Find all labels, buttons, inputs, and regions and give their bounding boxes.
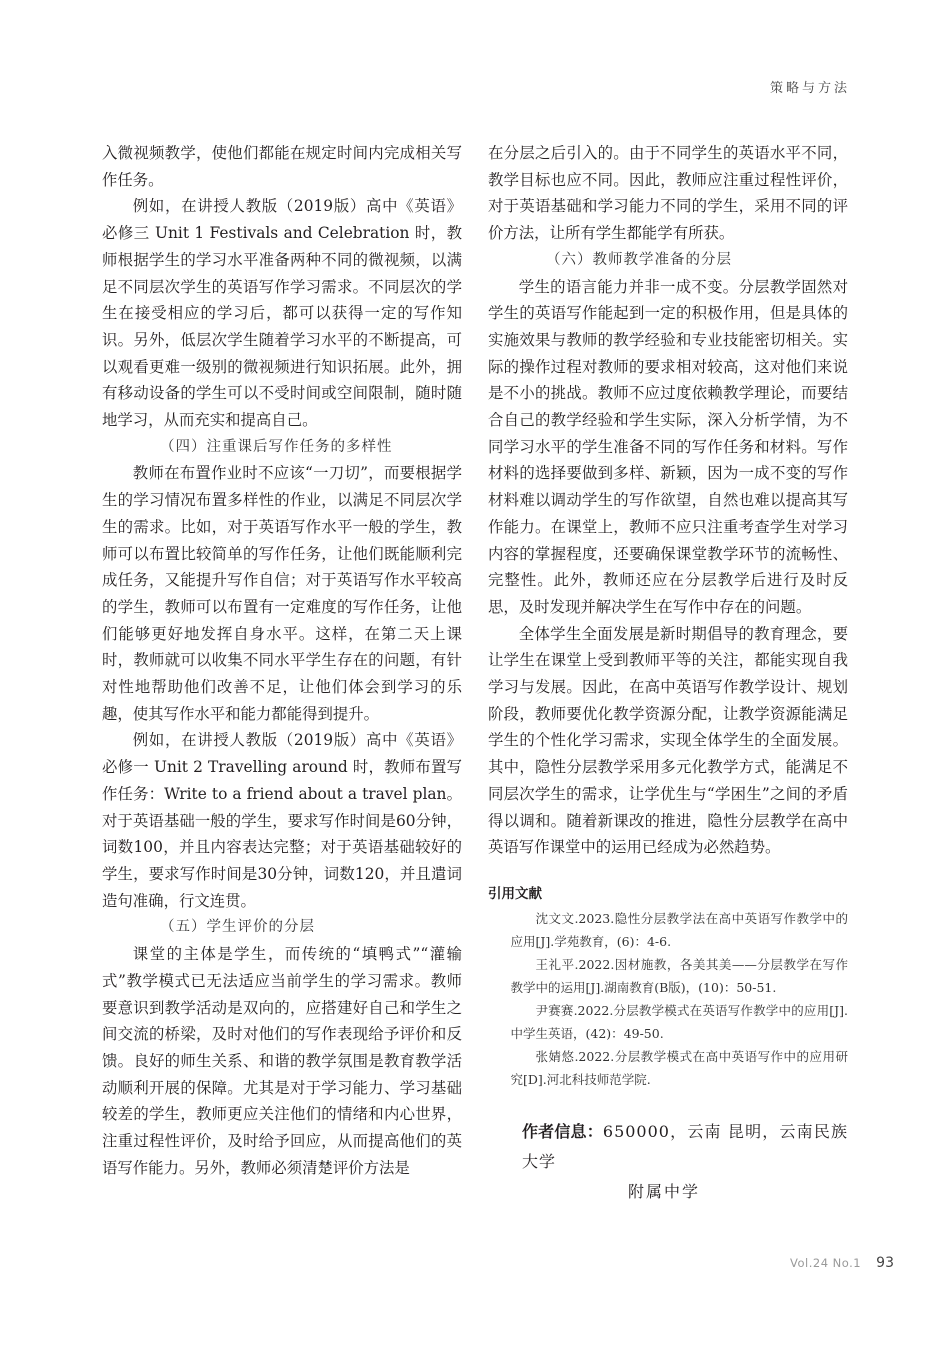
author-info-label: 作者信息： xyxy=(522,1121,603,1141)
folio xyxy=(790,1252,894,1271)
body-paragraph: 例如，在讲授人教版（2019版）高中《英语》必修一 Unit 2 Travelling around 时，教师布置写作任务：Write to a friend about a travel plan。对于英语基础一般的学生，要求写作时间是60分钟，词数100，并且内容表达完整；对于英语基础较好的学生，要求写作时间是30分钟，词数120，并且遣词造句准确，行文连贯。 xyxy=(102,731,462,910)
reference-item: 沈文文.2023.隐性分层教学法在高中英语写作教学中的应用[J].学苑教育，(6)：4-6. xyxy=(510,910,848,949)
section-subheading: （五）学生评价的分层 xyxy=(160,919,315,936)
volume-label: Vol.24 No.1 xyxy=(790,1256,862,1270)
references-heading: 引用文献 xyxy=(488,885,542,902)
section-subheading: （四）注重课后写作任务的多样性 xyxy=(160,438,393,455)
reference-item: 王礼平.2022.因材施教，各美其美——分层教学在写作教学中的运用[J].湖南教育(B版)，(10)：50-51. xyxy=(510,956,848,995)
section-subheading: （六）教师教学准备的分层 xyxy=(546,251,732,268)
body-paragraph: 课堂的主体是学生，而传统的“填鸭式”“灌输式”教学模式已无法适应当前学生的学习需求。教师要意识到教学活动是双向的，应搭建好自己和学生之间交流的桥梁，及时对他们的写作表现给予评价和反馈。良好的师生关系、和谐的教学氛围是教育教学活动顺利开展的保障。尤其是对于学习能力、学习基础较差的学生，教师更应关注他们的情绪和内心世界，注重过程性评价，及时给予回应，从而提高他们的英语写作能力。另外，教师必须清楚评价方法是 xyxy=(102,945,462,1177)
author-info xyxy=(488,1117,848,1207)
right-column-body xyxy=(488,140,848,861)
author-info-line2: 附属中学 xyxy=(628,1181,701,1201)
body-paragraph: 例如，在讲授人教版（2019版）高中《英语》必修三 Unit 1 Festivals and Celebration 时，教师根据学生的学习水平准备两种不同的微视频，以满足不同层次学生的英语写作学习需求。不同层次的学生在接受相应的学习后，都可以获得一定的写作知识。另外，低层次学生随着学习水平的不断提高，可以观看更难一级别的微视频进行知识拓展。此外，拥有移动设备的学生可以不受时间或空间限制，随时随地学习，从而充实和提高自己。 xyxy=(102,197,462,430)
body-paragraph: 教师在布置作业时不应该“一刀切”，而要根据学生的学习情况布置多样性的作业，以满足不同层次学生的需求。比如，对于英语写作水平一般的学生，教师可以布置比较简单的写作任务，让他们既能顺利完成任务，又能提升写作自信；对于英语写作水平较高的学生，教师可以布置有一定难度的写作任务，让他们能够更好地发挥自身水平。这样，在第二天上课时，教师就可以收集不同水平学生存在的问题，有针对性地帮助他们改善不足，让他们体会到学习的乐趣，使其写作水平和能力都能得到提升。 xyxy=(102,464,462,723)
body-paragraph: 在分层之后引入的。由于不同学生的英语水平不同，教学目标也应不同。因此，教师应注重过程性评价，对于英语基础和学习能力不同的学生，采用不同的评价方法，让所有学生都能学有所获。 xyxy=(488,144,848,243)
running-head: 策略与方法 xyxy=(769,81,850,96)
reference-item: 张婧悠.2022.分层教学模式在高中英语写作中的应用研究[D].河北科技师范学院. xyxy=(510,1048,848,1087)
body-paragraph: 全体学生全面发展是新时期倡导的教育理念，要让学生在课堂上受到教师平等的关注，都能实现自我学习与发展。因此，在高中英语写作教学设计、规划阶段，教师要优化教学资源分配，让教学资源能满足学生的个性化学习需求，实现全体学生的全面发展。其中，隐性分层教学采用多元化教学方式，能满足不同层次学生的需求，让学优生与“学困生”之间的矛盾得以调和。随着新课改的推进，隐性分层教学在高中英语写作课堂中的运用已经成为必然趋势。 xyxy=(488,624,848,857)
page-number: 93 xyxy=(876,1255,894,1271)
author-info-line1: 650000，云南 昆明，云南民族大学 xyxy=(522,1121,848,1171)
body-paragraph: 入微视频教学，使他们都能在规定时间内完成相关写作任务。 xyxy=(102,144,462,189)
references-list xyxy=(488,907,848,1091)
reference-item: 尹赛赛.2022.分层教学模式在英语写作教学中的应用[J].中学生英语，(42)：49-50. xyxy=(510,1002,848,1041)
body-paragraph: 学生的语言能力并非一成不变。分层教学固然对学生的英语写作能起到一定的积极作用，但是具体的实施效果与教师的教学经验和专业技能密切相关。实际的操作过程对教师的要求相对较高，这对他们来说是不小的挑战。教师不应过度依赖教学理论，而要结合自己的教学经验和学生实际，深入分析学情，为不同学习水平的学生准备不同的写作任务和材料。写作材料的选择要做到多样、新颖，因为一成不变的写作材料难以调动学生的写作欲望，自然也难以提高其写作能力。在课堂上，教师不应只注重考查学生对学习内容的掌握程度，还要确保课堂教学环节的流畅性、完整性。此外，教师还应在分层教学后进行及时反思，及时发现并解决学生在写作中存在的问题。 xyxy=(488,277,848,616)
left-column xyxy=(102,140,462,1181)
right-column xyxy=(488,140,848,1207)
